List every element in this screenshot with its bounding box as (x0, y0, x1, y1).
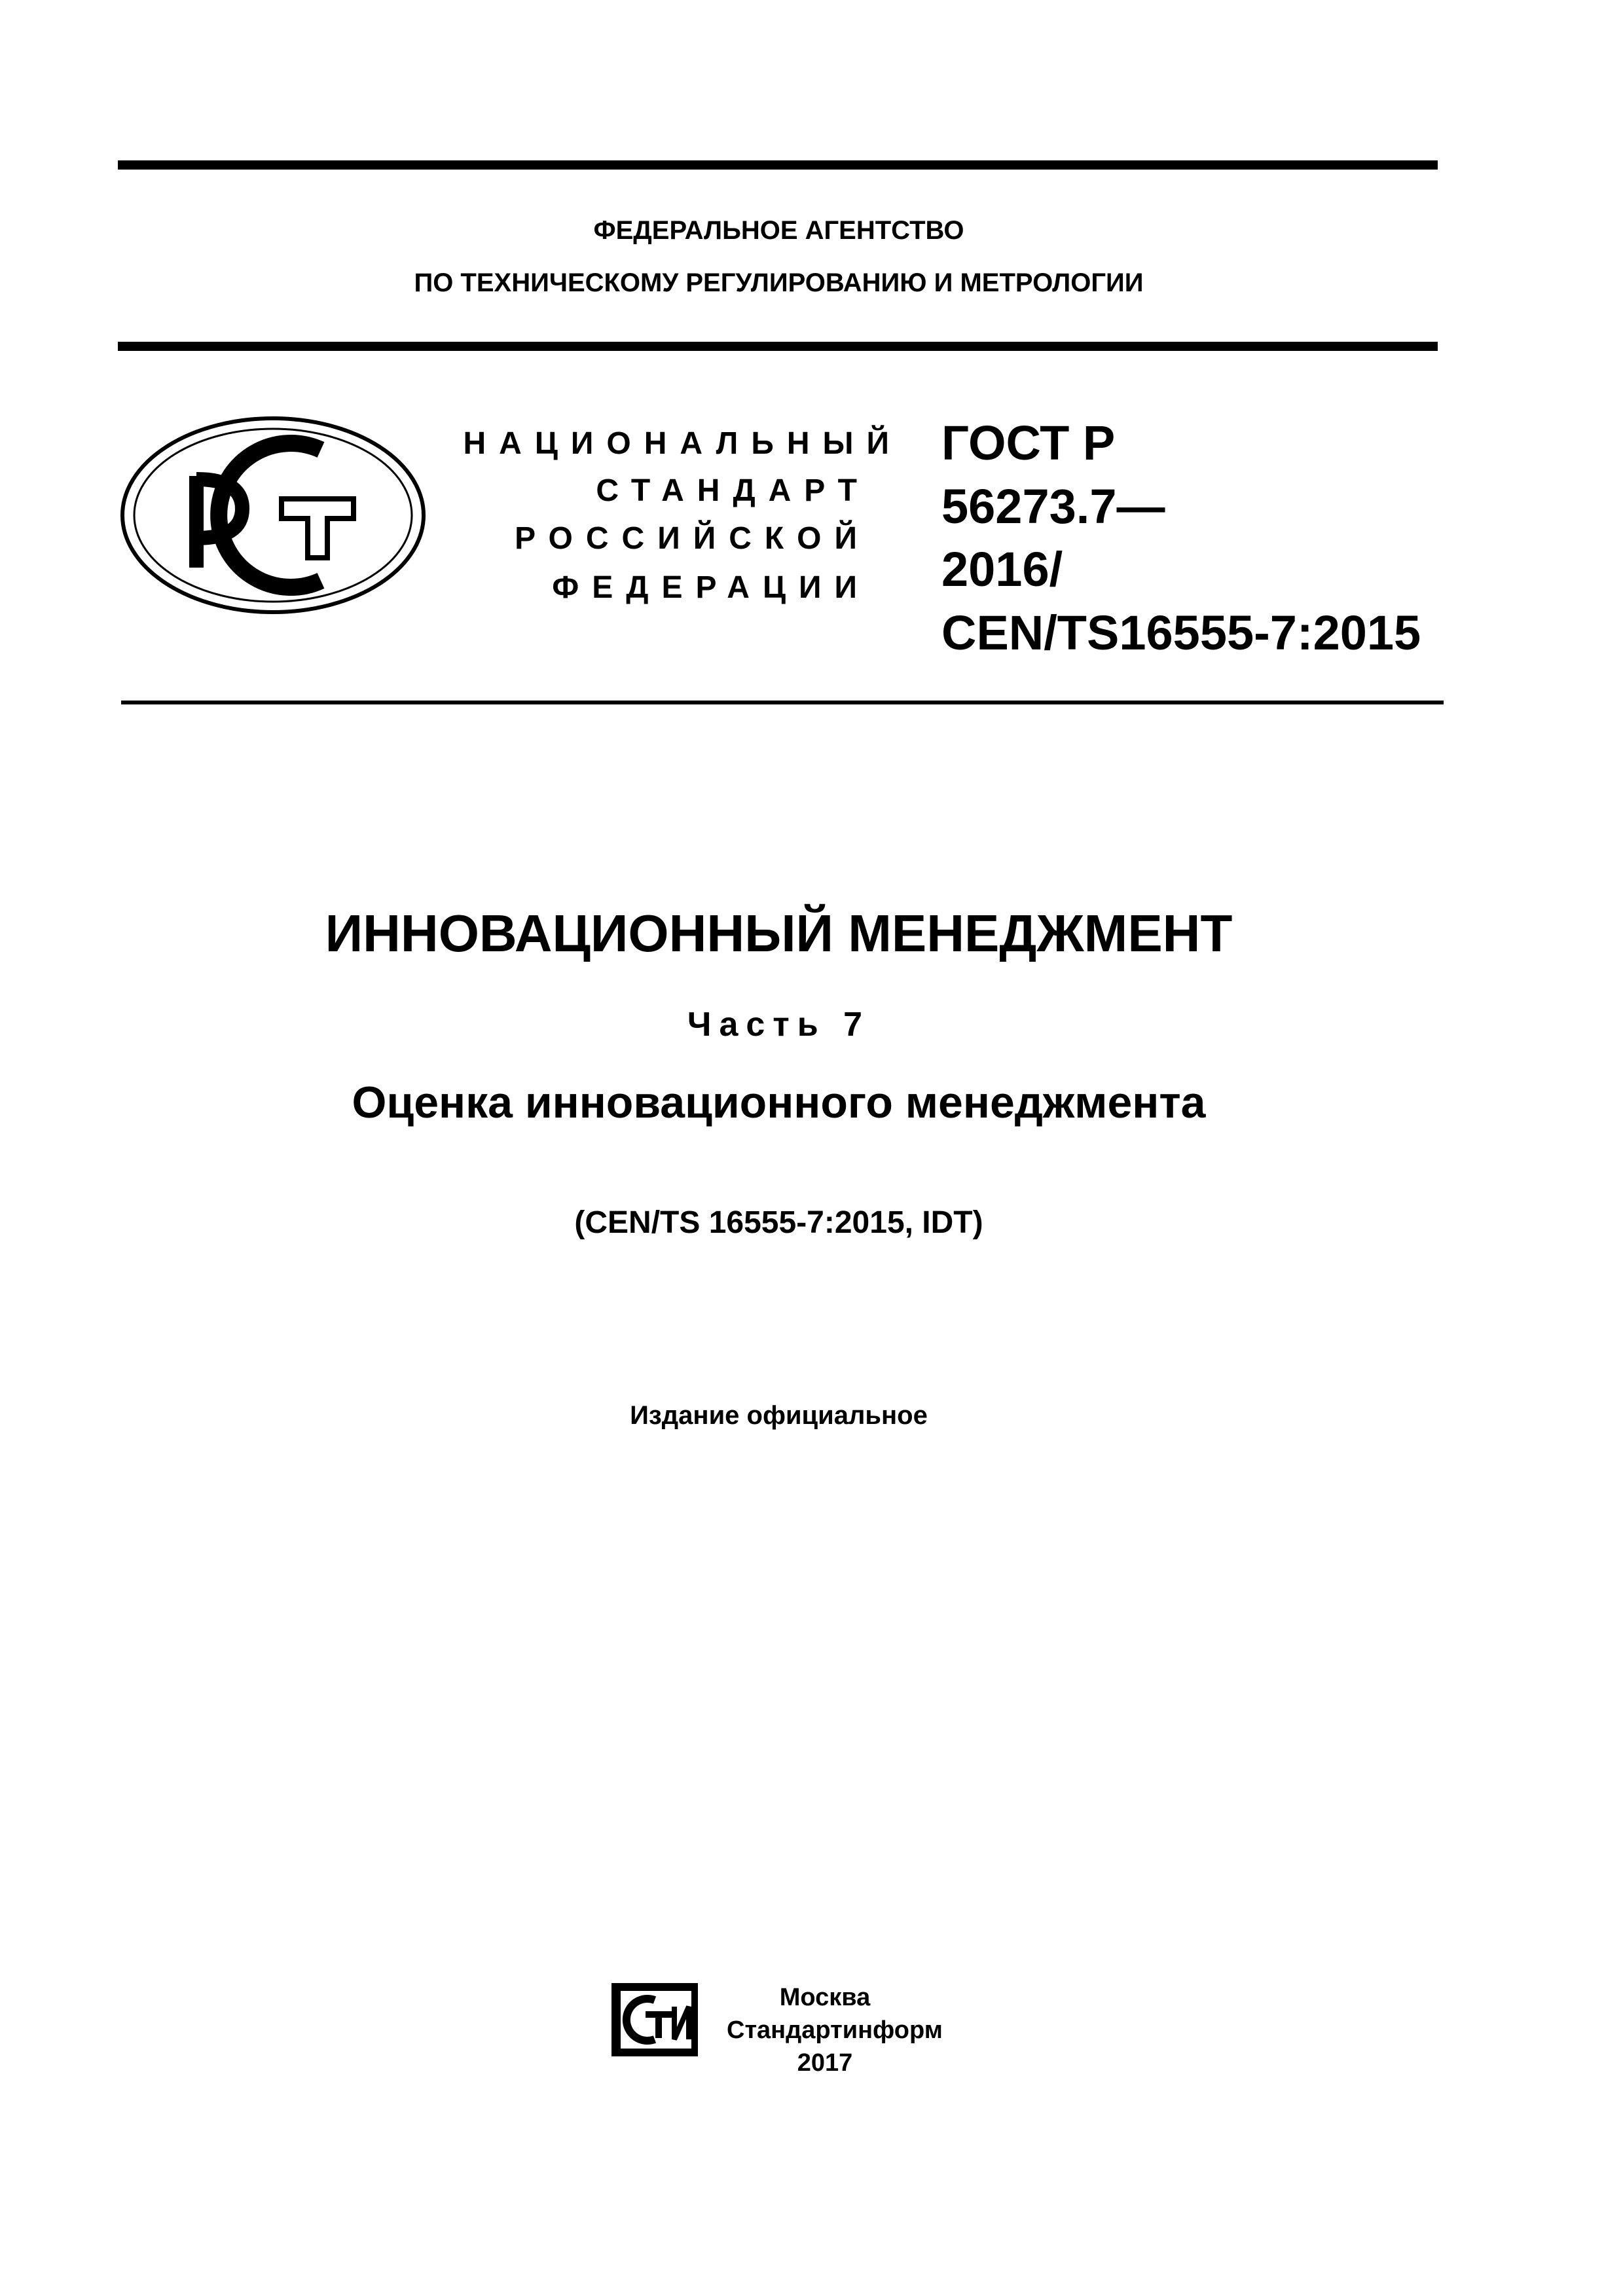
title-block-rule (121, 701, 1444, 704)
national-standard-line4: ФЕДЕРАЦИИ (552, 570, 870, 605)
standard-designation-line3: 2016/ (941, 542, 1063, 596)
document-title: ИННОВАЦИОННЫЙ МЕНЕДЖМЕНТ (325, 904, 1233, 962)
header-top-rule (118, 160, 1438, 170)
publisher-year: 2017 (797, 2049, 853, 2077)
national-standard-line1: НАЦИОНАЛЬНЫЙ (463, 426, 902, 461)
national-standard-line3: РОССИЙСКОЙ (515, 521, 870, 556)
publisher-name: Стандартинформ (727, 2016, 943, 2044)
rst-emblem-icon (118, 414, 429, 617)
header-bottom-rule (118, 342, 1438, 351)
national-standard-line2: СТАНДАРТ (596, 473, 870, 508)
standartinform-logo-icon (609, 1980, 701, 2059)
agency-name-line2: ПО ТЕХНИЧЕСКОМУ РЕГУЛИРОВАНИЮ И МЕТРОЛОГИИ (414, 268, 1144, 297)
document-part: Часть 7 (687, 1006, 871, 1044)
document-identity: (CEN/TS 16555-7:2015, IDT) (574, 1205, 983, 1240)
document-edition: Издание официальное (630, 1401, 928, 1430)
standard-designation-line2: 56273.7— (941, 479, 1165, 534)
standard-designation-line1: ГОСТ Р (941, 416, 1116, 470)
document-subtitle: Оценка инновационного менеджмента (352, 1078, 1206, 1127)
standard-designation-line4: CEN/TS16555-7:2015 (941, 606, 1421, 660)
publisher-city: Москва (779, 1984, 871, 2011)
agency-name-line1: ФЕДЕРАЛЬНОЕ АГЕНТСТВО (593, 216, 964, 245)
